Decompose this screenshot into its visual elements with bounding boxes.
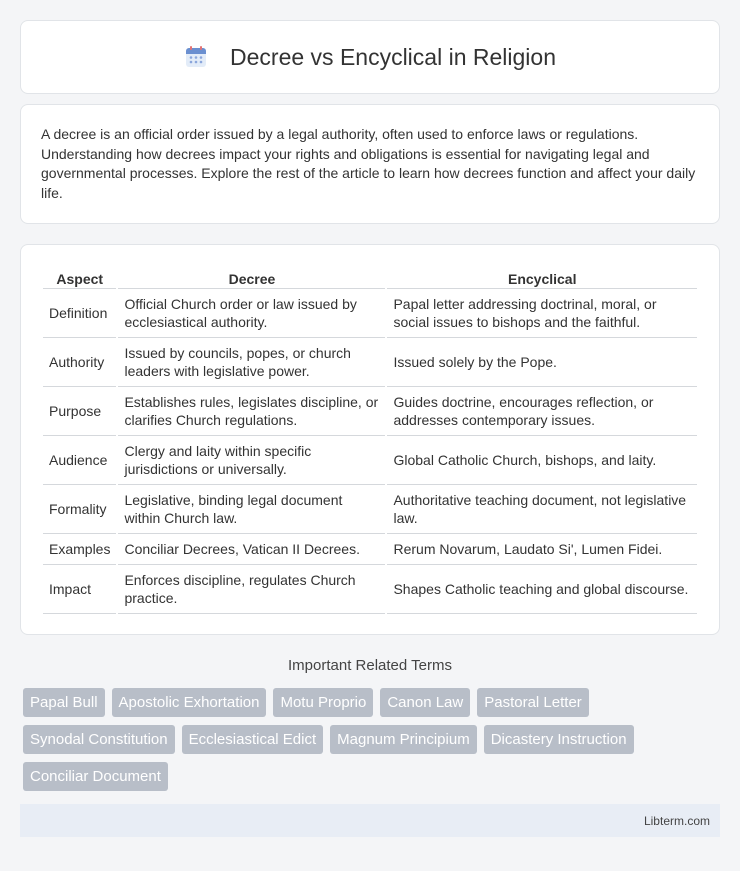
cell-decree: Enforces discipline, regulates Church practice. — [118, 565, 385, 614]
footer — [20, 804, 720, 837]
footer-site-link[interactable]: Libterm.com — [643, 813, 710, 828]
cell-aspect: Formality — [43, 485, 116, 534]
comparison-table — [41, 265, 699, 614]
related-terms-title: Important Related Terms — [288, 657, 452, 674]
table-row — [43, 387, 697, 436]
related-terms-list — [20, 688, 720, 791]
cell-decree: Establishes rules, legislates discipline, or clarifies Church regulations. — [118, 387, 385, 436]
table-row — [43, 485, 697, 534]
table-row — [43, 338, 697, 387]
cell-encyclical: Global Catholic Church, bishops, and laity. — [387, 436, 697, 485]
cell-aspect: Definition — [43, 289, 116, 338]
cell-aspect: Authority — [43, 338, 116, 387]
cell-decree: Issued by councils, popes, or church leaders with legislative power. — [118, 338, 385, 387]
tag-dicastery-instruction[interactable]: Dicastery Instruction — [484, 725, 634, 754]
table-card — [20, 244, 720, 635]
tag-synodal-constitution[interactable]: Synodal Constitution — [23, 725, 175, 754]
cell-aspect: Impact — [43, 565, 116, 614]
cell-decree: Legislative, binding legal document within Church law. — [118, 485, 385, 534]
cell-aspect: Examples — [43, 534, 116, 565]
cell-encyclical: Authoritative teaching document, not legislative law. — [387, 485, 697, 534]
table-row — [43, 289, 697, 338]
tag-motu-proprio[interactable]: Motu Proprio — [273, 688, 373, 717]
intro-card — [20, 104, 720, 224]
table-row — [43, 534, 697, 565]
tag-magnum-principium[interactable]: Magnum Principium — [330, 725, 477, 754]
cell-decree: Conciliar Decrees, Vatican II Decrees. — [118, 534, 385, 565]
tag-apostolic-exhortation[interactable]: Apostolic Exhortation — [112, 688, 267, 717]
page-title: Decree vs Encyclical in Religion — [230, 43, 556, 70]
cell-decree: Clergy and laity within specific jurisdictions or universally. — [118, 436, 385, 485]
cell-encyclical: Rerum Novarum, Laudato Si', Lumen Fidei. — [387, 534, 697, 565]
title-card — [20, 20, 720, 94]
calendar-icon — [184, 45, 208, 69]
tag-papal-bull[interactable]: Papal Bull — [23, 688, 105, 717]
header-encyclical: Encyclical — [387, 265, 697, 289]
cell-encyclical: Shapes Catholic teaching and global discourse. — [387, 565, 697, 614]
intro-text: A decree is an official order issued by a legal authority, often used to enforce laws or regulations. Understanding how decrees impact your rights and obligations is essential for navigating legal and governmental processes. Explore the rest of the article to learn how decrees function and affect your daily life. — [41, 126, 696, 201]
cell-encyclical: Papal letter addressing doctrinal, moral, or social issues to bishops and the faithful. — [387, 289, 697, 338]
header-decree: Decree — [118, 265, 385, 289]
cell-aspect: Audience — [43, 436, 116, 485]
tag-conciliar-document[interactable]: Conciliar Document — [23, 762, 168, 791]
table-header-row — [43, 265, 697, 289]
cell-encyclical: Guides doctrine, encourages reflection, or addresses contemporary issues. — [387, 387, 697, 436]
tag-canon-law[interactable]: Canon Law — [380, 688, 470, 717]
tag-pastoral-letter[interactable]: Pastoral Letter — [477, 688, 589, 717]
table-row — [43, 565, 697, 614]
cell-encyclical: Issued solely by the Pope. — [387, 338, 697, 387]
tag-ecclesiastical-edict[interactable]: Ecclesiastical Edict — [182, 725, 324, 754]
cell-decree: Official Church order or law issued by ecclesiastical authority. — [118, 289, 385, 338]
cell-aspect: Purpose — [43, 387, 116, 436]
table-row — [43, 436, 697, 485]
header-aspect: Aspect — [43, 265, 116, 289]
